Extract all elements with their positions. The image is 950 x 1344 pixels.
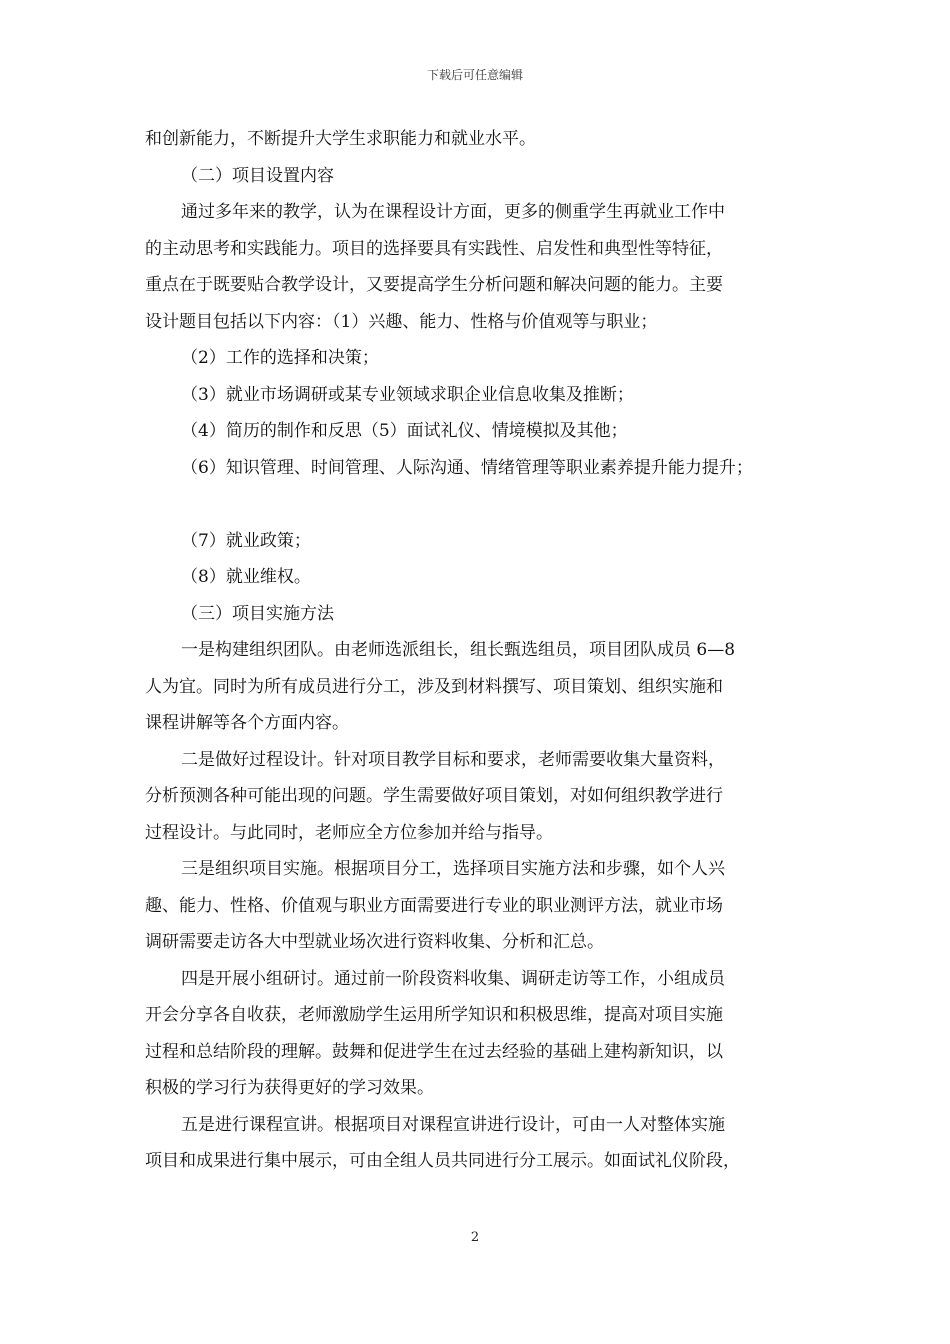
text-line: 一是构建组织团队。由老师选派组长，组长甄选组员，项目团队成员 6—8 (181, 640, 736, 660)
text-line: 趣、能力、性格、价值观与职业方面需要进行专业的职业测评方法，就业市场 (145, 895, 723, 916)
text-line: 四是开展小组研讨。通过前一阶段资料收集、调研走访等工作，小组成员 (181, 968, 725, 989)
text-line: 过程设计。与此同时，老师应全方位参加并给与指导。 (145, 822, 553, 843)
text-line: 分析预测各种可能出现的问题。学生需要做好项目策划，对如何组织教学进行 (145, 786, 723, 806)
text-line: 设计题目包括以下内容：（1）兴趣、能力、性格与价值观等与职业； (145, 311, 658, 332)
text-line: 重点在于既要贴合教学设计，又要提高学生分析问题和解决问题的能力。主要 (145, 275, 723, 295)
text-line: 调研需要走访各大中型就业场次进行资料收集、分析和汇总。 (145, 932, 604, 952)
text-line: 二是做好过程设计。针对项目教学目标和要求，老师需要收集大量资料， (181, 749, 725, 770)
text-line: 积极的学习行为获得更好的学习效果。 (145, 1078, 434, 1098)
blank-line (145, 486, 825, 523)
text-line: （二）项目设置内容 (181, 165, 334, 186)
text-line: （2）工作的选择和决策； (181, 348, 379, 368)
text-line: 开会分享各自收获，老师激励学生运用所学知识和积极思维，提高对项目实施 (145, 1005, 723, 1025)
document-body (145, 121, 825, 1180)
text-line: （7）就业政策； (181, 530, 311, 551)
text-line: 人为宜。同时为所有成员进行分工，涉及到材料撰写、项目策划、组织实施和 (145, 676, 723, 697)
text-line: 和创新能力，不断提升大学生求职能力和就业水平。 (145, 129, 536, 149)
text-line: 课程讲解等各个方面内容。 (145, 713, 349, 733)
text-line: 项目和成果进行集中展示，可由全组人员共同进行分工展示。如面试礼仪阶段， (145, 1151, 740, 1171)
text-line: 三是组织项目实施。根据项目分工，选择项目实施方法和步骤，如个人兴 (181, 859, 725, 879)
text-line: 过程和总结阶段的理解。鼓舞和促进学生在过去经验的基础上建构新知识，以 (145, 1041, 723, 1062)
text-line: （4）简历的制作和反思（5）面试礼仪、情境模拟及其他； (181, 421, 628, 441)
text-line: 五是进行课程宣讲。根据项目对课程宣讲进行设计，可由一人对整体实施 (181, 1114, 725, 1135)
text-line: 通过多年来的教学，认为在课程设计方面，更多的侧重学生再就业工作中 (181, 202, 725, 222)
text-line: 的主动思考和实践能力。项目的选择要具有实践性、启发性和典型性等特征， (145, 238, 723, 259)
text-line: （8）就业维权。 (181, 567, 311, 587)
page-header: 下载后可任意编辑 (426, 68, 523, 82)
text-line: （6）知识管理、时间管理、人际沟通、情绪管理等职业素养提升能力提升； (181, 457, 753, 478)
text-line: （三）项目实施方法 (181, 603, 334, 624)
page-number: 2 (470, 1230, 480, 1245)
text-line: （3）就业市场调研或某专业领域求职企业信息收集及推断； (181, 384, 634, 405)
body-section-2 (145, 523, 825, 1180)
body-section-1 (145, 121, 825, 486)
